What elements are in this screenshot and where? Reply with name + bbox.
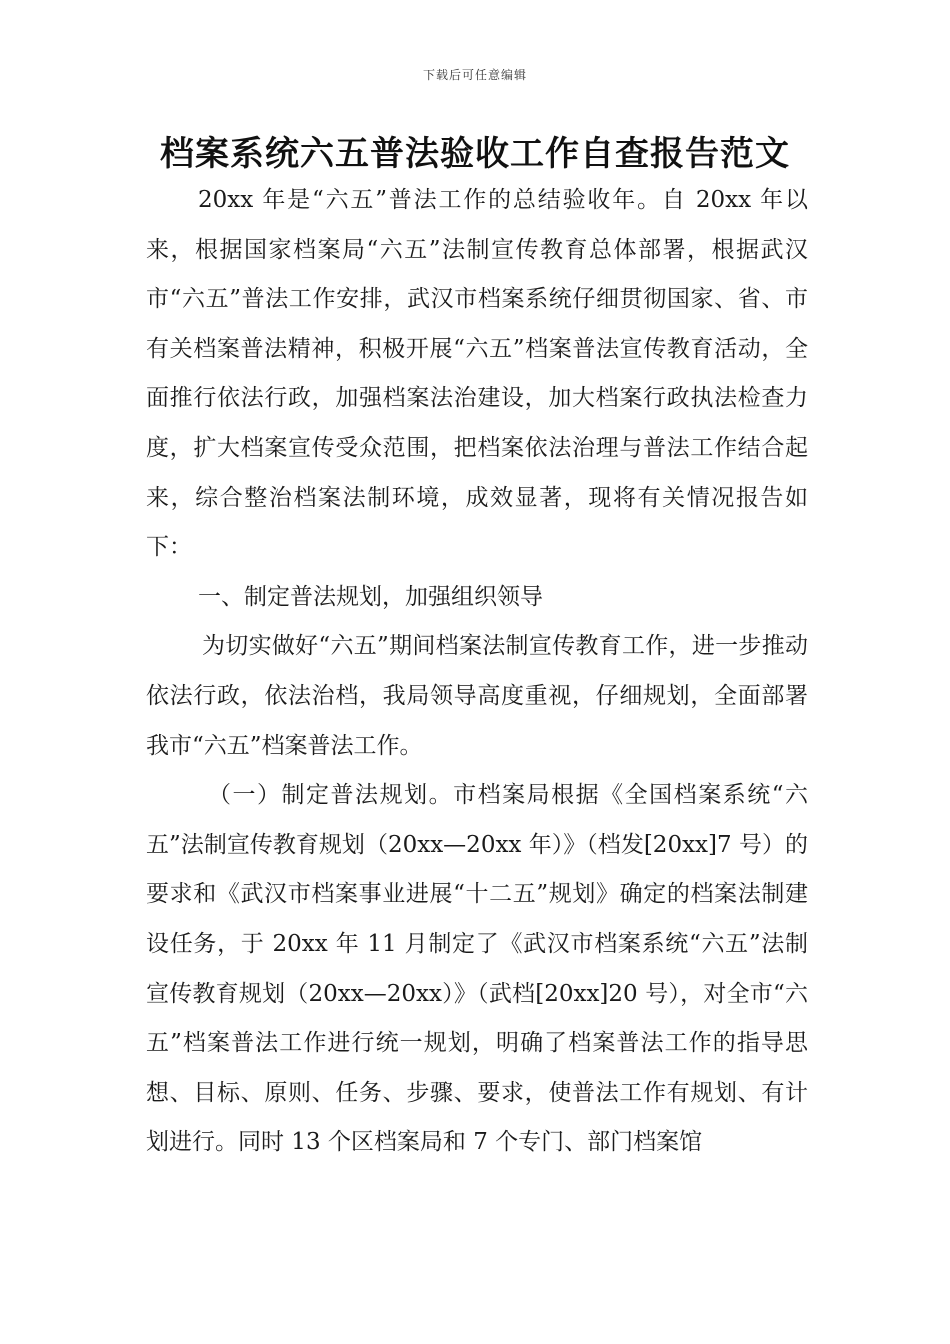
section-heading-1: 一、制定普法规划，加强组织领导 [198,583,543,610]
paragraph-subsection-1: （一）制定普法规划。市档案局根据《全国档案系统“六五”法制宣传教育规划（20xx—20xx 年）》（档发[20xx]7 号）的要求和《武汉市档案事业进展“十二五”规划》确定的档案法制建设任务，于 20xx 年 11 月制定了《武汉市档案系统“六五”法制宣传教育规划（20xx—20xx）》（武档[20xx]20 号），对全市“六五”档案普法工作进行统一规划，明确了档案普法工作的指导思想、目标、原则、任务、步骤、要求，使普法工作有规划、有计划进行。同时 13 个区档案局和 7 个专门、部门档案馆 [146,782,808,1156]
header-note: 下载后可任意编辑 [422,68,527,82]
paragraph-intro: 20xx 年是“六五”普法工作的总结验收年。自 20xx 年以来，根据国家档案局“六五”法制宣传教育总体部署，根据武汉市“六五”普法工作安排，武汉市档案系统仔细贯彻国家、省、市有关档案普法精神，积极开展“六五”档案普法宣传教育活动，全面推行依法行政，加强档案法治建设，加大档案行政执法检查力度，扩大档案宣传受众范围，把档案依法治理与普法工作结合起来，综合整治档案法制环境，成效显著，现将有关情况报告如下： [146,187,808,561]
paragraph-section-1: 为切实做好“六五”期间档案法制宣传教育工作，进一步推动依法行政，依法治档，我局领导高度重视，仔细规划，全面部署我市“六五”档案普法工作。 [146,633,808,759]
document-title: 档案系统六五普法验收工作自查报告范文 [160,134,790,174]
document-body [146,176,808,1168]
